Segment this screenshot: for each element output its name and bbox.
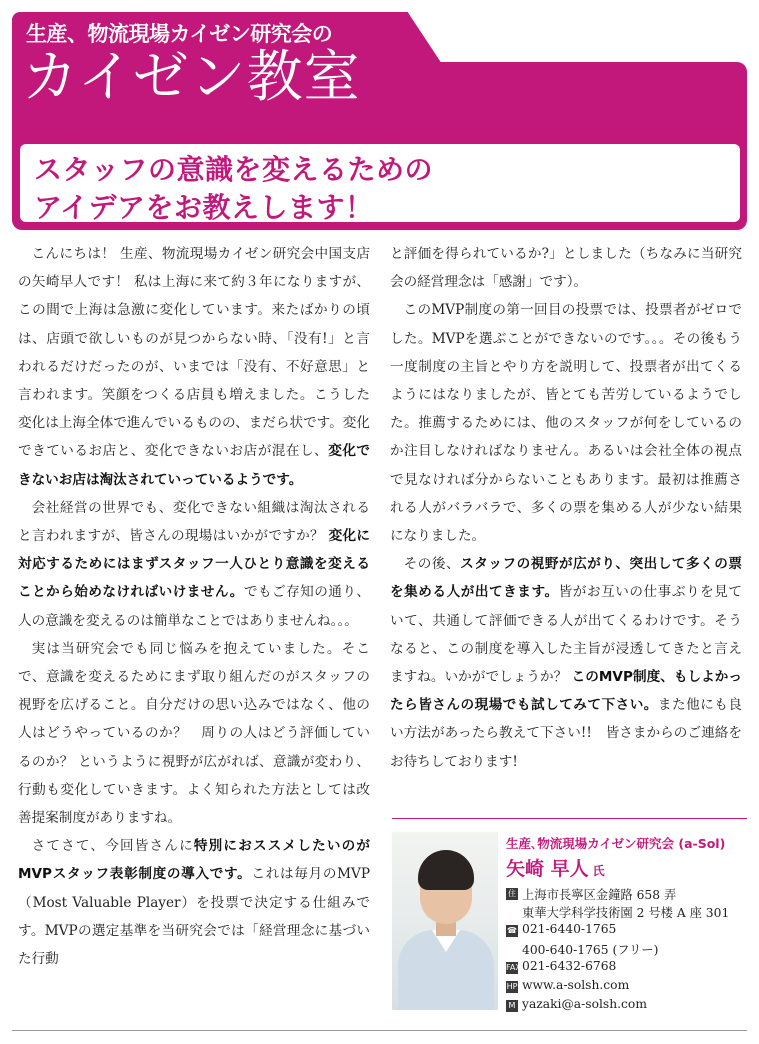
author-honorific: 氏 — [592, 864, 605, 878]
paragraph-text: 実は当研究会でも同じ悩みを抱えていました。そこで、意識を変えるためにまず取り組んだのがスタッフの視野を広げること。自分だけの思い込みではなく、他の人はどうやっているのか？ 周りの人はどう評価しているのか？ というように視野が広がれば、意識が変わり、行動も変化していきます。よく知られた方法としては改善提案制度がありますね。 — [18, 640, 370, 827]
address-line-1: 上海市長寧区金鐘路 658 弄 — [522, 888, 677, 902]
page-title: カイゼン教室 — [22, 45, 361, 110]
article-paragraph — [18, 494, 370, 635]
phone-icon: ☎ — [507, 926, 517, 935]
paragraph-text: でもご存知の通り、人の意識を変えるのは簡単なことではありませんね。。。 — [18, 584, 370, 629]
bottom-rule — [12, 1030, 747, 1031]
article-paragraph — [18, 240, 370, 494]
emphasis-text: 変化に対応するためにはまずスタッフ一人ひとり意識を変えることから始めなければいけません。 — [18, 528, 371, 601]
website-link[interactable]: www.a-solsh.com — [522, 978, 630, 992]
paragraph-text: これは毎月のMVP（Most Valuable Player）を投票で決定する仕組みです。MVPの選定基準を当研究会では「経営理念に基づいた行動 — [18, 866, 371, 968]
article-paragraph — [390, 240, 742, 296]
lead-line-2: アイデアをお教えします！ — [34, 191, 374, 224]
fax-icon: FAX — [506, 963, 521, 972]
fax-number: 021-6432-6768 — [522, 959, 617, 973]
paragraph-text: と評価を得られているか?」としました（ちなみに当研究会の経営理念は「感謝」です）。 — [390, 246, 742, 291]
article-paragraph — [390, 296, 742, 550]
paragraph-text: こんにちは！ 生産、物流現場カイゼン研究会中国支店の矢崎早人です！ 私は上海に来て約３年になりますが、この間で上海は急激に変化しています。来たばかりの頃は、店頭で欲しいものが見つからない時、「没有!」と言われるだけだったのが、いまでは「没有、不好意思」と言われます。笑顔をつくる店員も増えました。こうした変化は上海全体で進んでいるものの、まだら状です。変化できているお店と、変化できないお店が混在し、 — [18, 246, 370, 460]
paragraph-text: また他にも良い方法があったら教えて下さい!! 皆さまからのご連絡をお待ちしております! — [390, 697, 743, 770]
toll-free-number[interactable]: 400-640-1765 (フリー) — [522, 943, 659, 957]
address-line-2: 東華大学科学技術園 2 号楼 A 座 301 — [522, 906, 730, 920]
emphasis-text: 特別におススメしたいのがMVPスタッフ表彰制度の導入です。 — [18, 838, 371, 883]
lead-line-1: スタッフの意識を変えるための — [34, 153, 434, 186]
article-paragraph — [18, 635, 370, 832]
paragraph-text: 会社経営の世界でも、変化できない組織は淘汰されると言われますが、皆さんの現場はいかがですか？ — [18, 499, 370, 545]
author-organization: 生産､物流現場カイゼン研究会 (a-Sol) — [506, 836, 726, 851]
address-icon: 住 — [508, 889, 516, 898]
paragraph-text: さてさて、今回皆さんに — [31, 838, 194, 855]
mail-icon: M — [506, 1000, 518, 1012]
phone-number[interactable]: 021-6440-1765 — [522, 922, 617, 936]
author-photo — [392, 832, 498, 1010]
author-name: 矢崎 早人 — [506, 858, 589, 880]
emphasis-text: このMVP制度、もしよかったら皆さんの現場でも試してみて下さい。 — [390, 669, 742, 714]
paragraph-text: その後、 — [403, 556, 461, 573]
article-left-column — [18, 240, 370, 1020]
article-right-column — [390, 240, 742, 790]
web-icon: HP — [506, 982, 518, 991]
paragraph-text: このMVP制度の第一回目の投票では、投票者がゼロでした。MVPを選ぶことができないのです。。。その後もう一度制度の主旨とやり方を説明して、投票者が出てくるようにはなりましたが、皆とても苦労しているようでした。推薦するためには、他のスタッフが何をしているのか注目しなければなりません。あるいは会社全体の視点で見なければ分からないこともあります。最初は推薦される人がバラバラで、多くの票を集める人が少ない結果になりました。 — [390, 302, 742, 545]
author-name-block — [506, 854, 605, 881]
emphasis-text: スタッフの視野が広がり、突出して多くの票を集める人が出てきます。 — [390, 556, 743, 601]
profile-divider — [392, 818, 747, 819]
email-link[interactable]: yazaki@a-solsh.com — [522, 997, 647, 1011]
emphasis-text: 変化できないお店は淘汰されていっているようです。 — [18, 443, 371, 488]
article-paragraph — [18, 832, 370, 973]
article-paragraph — [390, 550, 742, 776]
series-subtitle: 生産、物流現場カイゼン研究会の — [26, 22, 333, 46]
paragraph-text: 皆がお互いの仕事ぶりを見ていて、共通して評価できる人が出てくるわけです。そうなると、この制度を導入した主旨が浸透してきたと言えますね。いかがでしょうか？ — [390, 584, 742, 686]
